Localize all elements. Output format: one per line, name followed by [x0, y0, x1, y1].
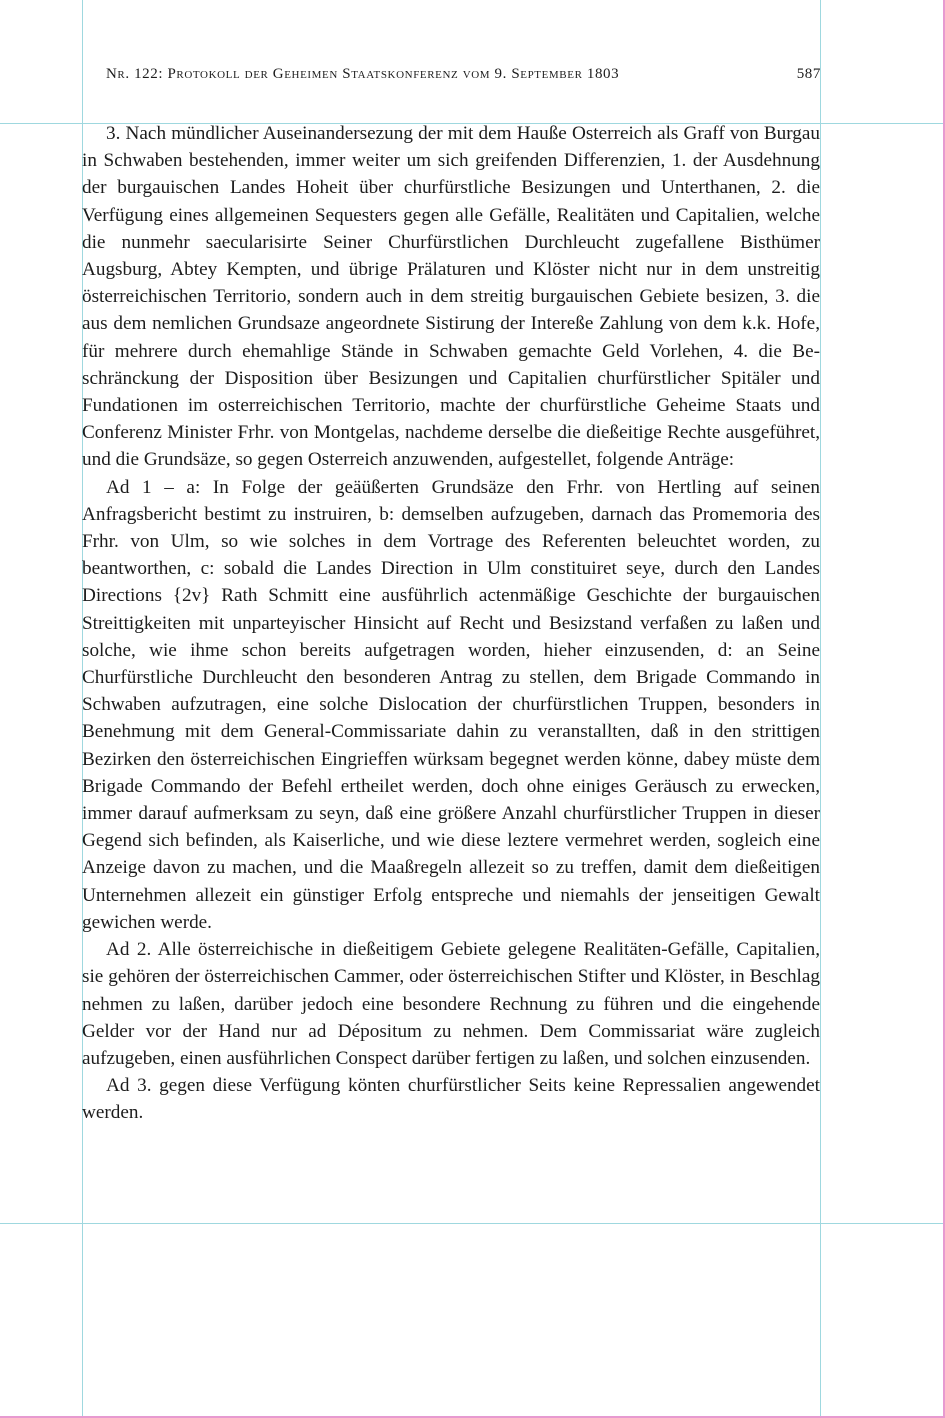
body-text	[82, 120, 820, 1127]
page-number: 587	[796, 66, 821, 82]
running-head	[106, 66, 821, 90]
paragraph-ad-3: Ad 3. gegen diese Verfügung könten churfürstlicher Seits keine Repressalien angewendet werden.	[82, 1075, 820, 1124]
paragraph-ad-1: Ad 1 – a: In Folge der geäüßerten Grundsäze den Frhr. von Hertling auf seinen Anfragsbericht bestimt zu instruiren, b: demselben aufzugeben, darnach das Promemoria des Frhr. von Ulm, so wie solches in dem Vortrage des Referenten beleuchtet worden, zu beantworthen, c: sobald die Landes Direction in Ulm constituiret seye, durch den Landes Directions {2v} Rath Schmitt eine ausführlich actenmäßige Geschichte der burgauischen Streittigkeiten mit unparteyischer Hinsicht auf Recht und Besizstand verfaßen zu laßen und solche, wie ihme schon bereits aufgetragen worden, hieher einzusenden, d: an Seine Churfürstliche Durchleucht den besonderen Antrag zu stellen, dem Brigade Commando in Schwaben aufzutragen, eine solche Dislocation der churfürstlichen Truppen, besonders in Benehmung mit dem General-Commissariate dahin zu veranstallten, daß in den strittigen Bezirken den österreichischen Eingrieffen würksam begegnet werden könne, dabey müste dem Brigade Commando der Befehl ertheilet werden, doch ohne einiges Geräusch zu erwecken, immer darauf aufmerksam zu seyn, daß eine größere Anzahl churfürstlicher Truppen in dieser Gegend sich befinden, als Kaiserliche, und wie diese leztere vermehret werden, sogleich eine Anzeige davon zu machen, und die Maaßregeln allezeit so zu treffen, damit dem dießeitigen Unternehmen allezeit ein günstiger Erfolg entspreche und niemahls der jenseitigen Gewalt gewichen werde.	[82, 476, 820, 933]
paragraph-3: 3. Nach mündlicher Auseinandersezung der mit dem Hauße Osterreich als Graff von Burgau in Schwaben bestehenden, immer weiter um sich greifenden Differenzien, 1. der Ausdehnung der burgauischen Landes Hoheit über churfürstliche Besizungen und Unterthanen, 2. die Verfügung eines allgemeinen Sequesters gegen alle Gefälle, Realitäten und Capitalien, welche die nunmehr saecularisirte Seiner Churfürstlichen Durchleucht zugefallene Bisthümer Augsburg, Abtey Kempten, und übrige Prälaturen und Klöster nicht nur in dem unstreitig österreichischen Territorio, sondern auch in dem streitig burgauischen Gebiete besizen, 3. die aus dem nemlichen Grundsaze angeordnete Sistirung der Intereße Zahlung von dem k.k. Hofe, für mehrere durch ehemahlige Stände in Schwaben gemachte Geld Vorlehen, 4. die Beschränckung der Disposition über Besizungen und Capitalien churfürstlicher Spitäler und Fundationen im osterreichischen Territorio, machte der churfürstliche Geheime Staats und Conferenz Minister Frhr. von Montgelas, nachdeme derselbe die dießeitige Rechte ausgeführet, und die Grundsäze, so gegen Osterreich anzuwenden, aufgestellet, folgende Anträge:	[82, 123, 820, 471]
paragraph-ad-2: Ad 2. Alle österreichische in dießeitigem Gebiete gelegene Realitäten-Gefälle, Capitalien, sie gehören der österreichischen Cammer, oder österreichischen Stifter und Klöster, in Beschlag nehmen zu laßen, darüber jedoch eine besondere Rechnung zu führen und die eingehende Gelder vor der Hand nur ad Dépositum zu nehmen. Dem Commissariat wäre zugleich aufzugeben, einen ausführlichen Conspect darüber fertigen zu laßen, und solchen einzusenden.	[82, 939, 820, 1069]
guide-line-bottom	[0, 1223, 945, 1224]
guide-line-right	[820, 0, 821, 1418]
running-title: Nr. 122: Protokoll der Geheimen Staatskonferenz vom 9. September 1803	[106, 66, 620, 82]
